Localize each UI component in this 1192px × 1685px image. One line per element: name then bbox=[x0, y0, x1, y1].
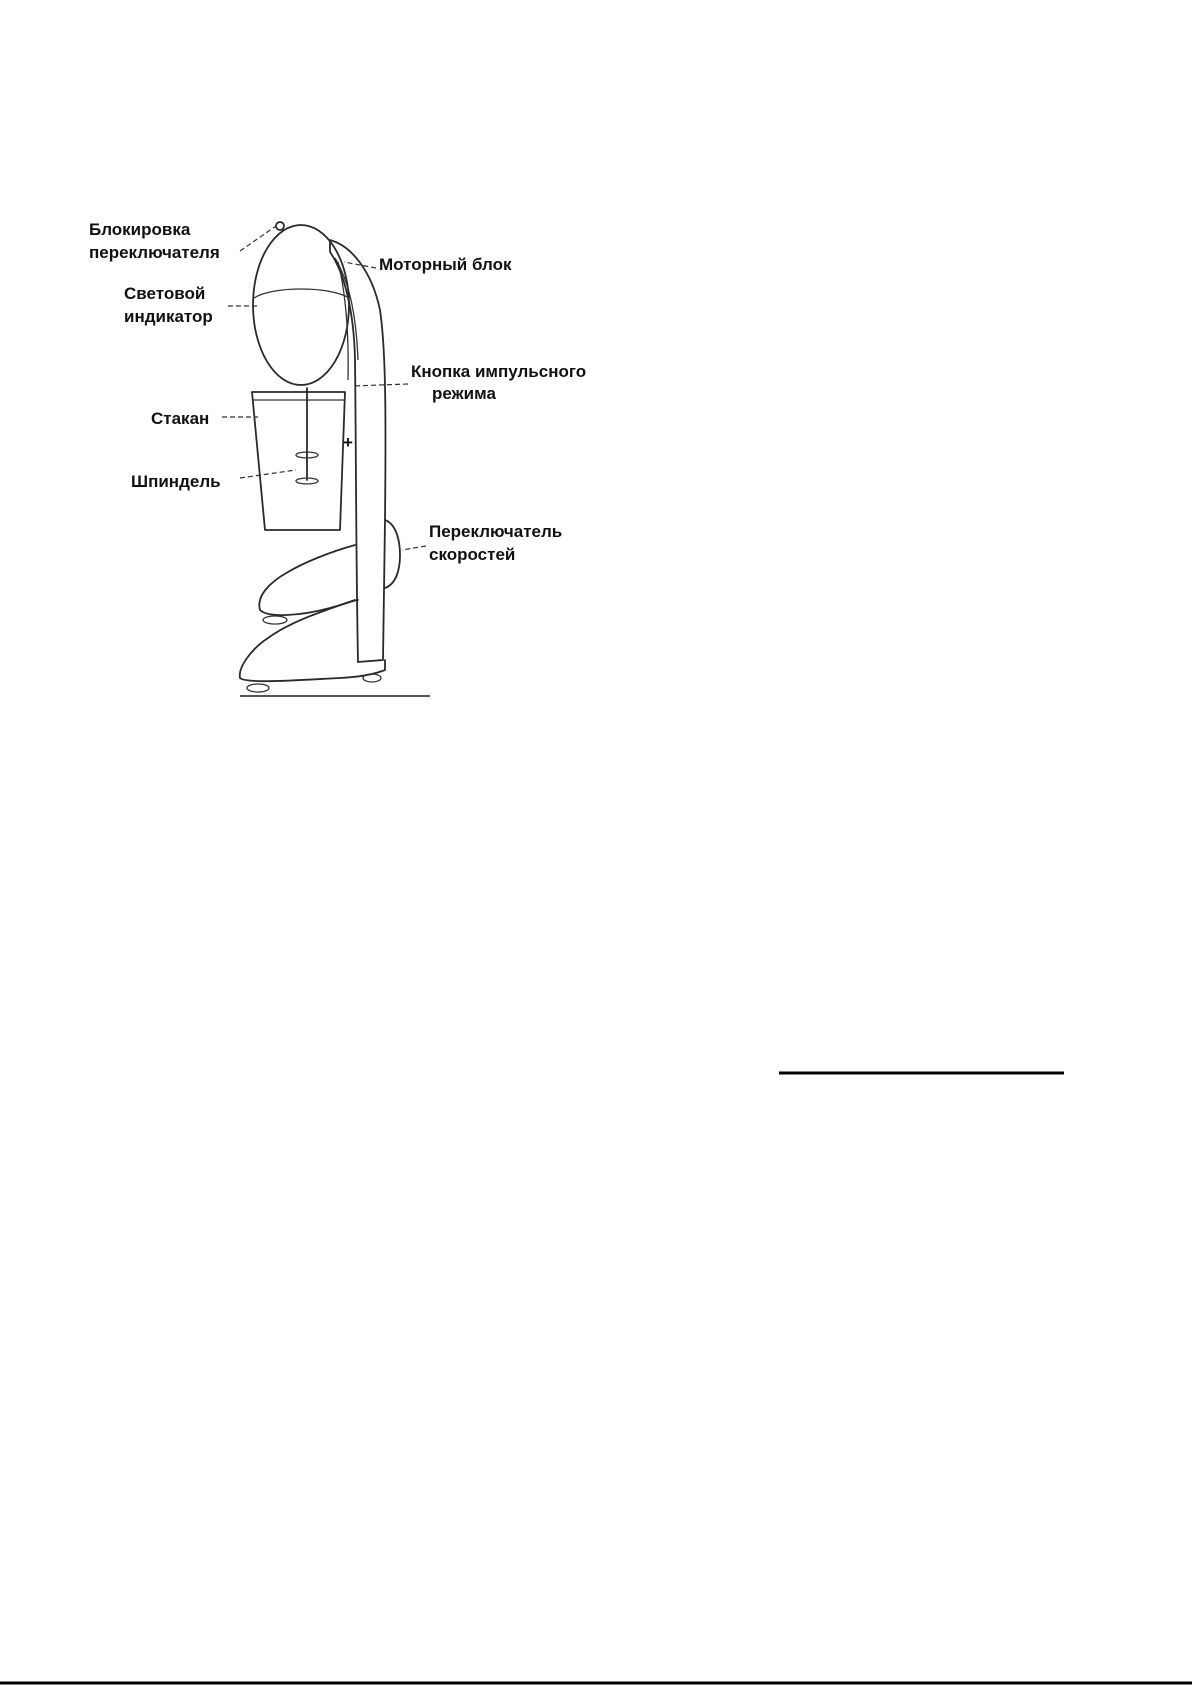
label-indicator-light-line2: индикатор bbox=[124, 307, 213, 326]
label-pulse-button-line2: режима bbox=[432, 384, 496, 403]
leader-pulse-button bbox=[352, 384, 408, 386]
mixer-illustration bbox=[240, 222, 430, 696]
stand-mark: + bbox=[343, 433, 353, 452]
lower-base-pad-left bbox=[247, 684, 269, 692]
speed-switch-dial bbox=[385, 520, 400, 588]
leader-spindle bbox=[240, 470, 296, 478]
label-switch-lock-line2: переключателя bbox=[89, 243, 220, 262]
label-speed-switch-line1: Переключатель bbox=[429, 522, 563, 541]
leader-speed-switch bbox=[402, 546, 426, 550]
leader-lines bbox=[222, 226, 426, 550]
upper-foot-pad bbox=[263, 616, 287, 624]
label-speed-switch-line2: скоростей bbox=[429, 545, 516, 564]
mixer-stand bbox=[330, 240, 385, 662]
motor-head bbox=[253, 225, 349, 385]
label-cup: Стакан bbox=[151, 409, 210, 428]
label-indicator-light-line1: Световой bbox=[124, 284, 206, 303]
leader-switch-lock bbox=[240, 226, 276, 251]
switch-lock-knob bbox=[276, 222, 284, 230]
label-motor-unit: Моторный блок bbox=[379, 255, 512, 274]
lower-base-pad-right bbox=[363, 674, 381, 682]
label-switch-lock-line1: Блокировка bbox=[89, 220, 191, 239]
motor-head-band bbox=[254, 289, 349, 298]
label-pulse-button-line1: Кнопка импульсного bbox=[411, 362, 587, 381]
cup-body bbox=[252, 392, 345, 530]
label-spindle: Шпиндель bbox=[131, 472, 221, 491]
